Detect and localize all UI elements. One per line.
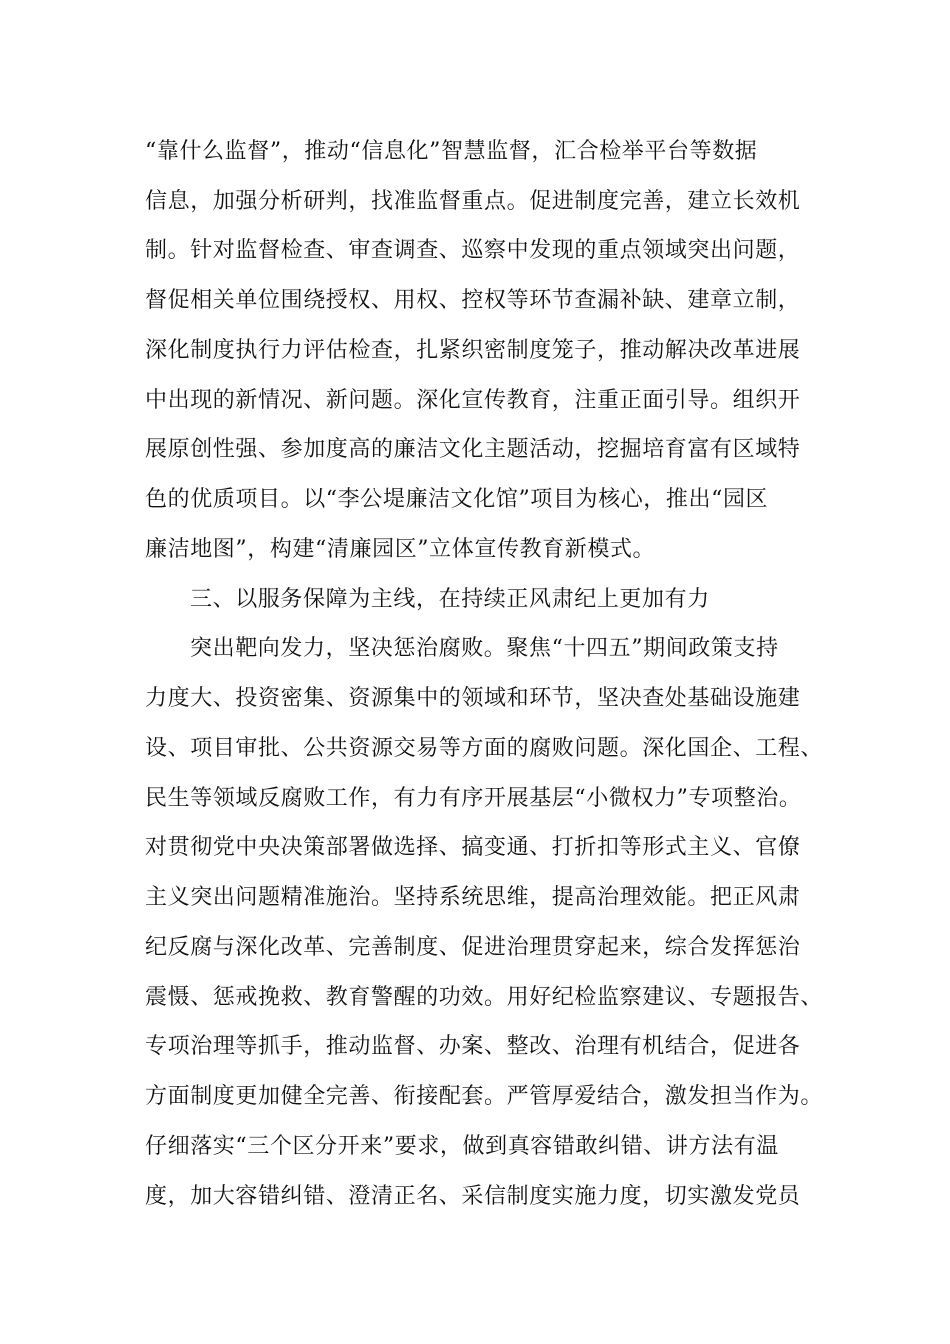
text-line: 对贯彻党中央决策部署做选择、搞变通、打折扣等形式主义、官僚	[145, 835, 801, 860]
text-line: 方面制度更加健全完善、衔接配套。严管厚爱结合，激发担当作为。	[145, 1084, 824, 1109]
text-line: 色的优质项目。以“李公堤廉洁文化馆”项目为核心，推出“园区	[145, 487, 769, 512]
text-line: 专项治理等抓手，推动监督、办案、整改、治理有机结合，促进各	[145, 1034, 801, 1059]
text-line: 度，加大容错纠错、澄清正名、采信制度实施力度，切实激发党员	[145, 1184, 801, 1209]
text-line: 主义突出问题精准施治。坚持系统思维，提高治理效能。把正风肃	[145, 885, 801, 910]
text-line: “靠什么监督”，推动“信息化”智慧监督，汇合检举平台等数据	[145, 139, 758, 164]
text-line: 民生等领域反腐败工作，有力有序开展基层“小微权力”专项整治。	[145, 786, 802, 811]
text-line: 中出现的新情况、新问题。深化宣传教育，注重正面引导。组织开	[145, 388, 801, 413]
text-line: 设、项目审批、公共资源交易等方面的腐败问题。深化国企、工程、	[145, 736, 824, 761]
text-line: 廉洁地图”，构建“清廉园区”立体宣传教育新模式。	[145, 537, 656, 562]
text-line: 督促相关单位围绕授权、用权、控权等环节查漏补缺、建章立制，	[145, 288, 801, 313]
text-line: 信息，加强分析研判，找准监督重点。促进制度完善，建立长效机	[145, 189, 801, 214]
paragraph-start-line: 突出靶向发力，坚决惩治腐败。聚焦“十四五”期间政策支持	[190, 636, 779, 661]
text-line: 仔细落实“三个区分开来”要求，做到真容错敢纠错、讲方法有温	[145, 1134, 779, 1159]
section-heading: 三、以服务保障为主线，在持续正风肃纪上更加有力	[190, 587, 710, 612]
text-line: 制。针对监督检查、审查调查、巡察中发现的重点领域突出问题，	[145, 238, 801, 263]
text-line: 震慑、惩戒挽救、教育警醒的功效。用好纪检监察建议、专题报告、	[145, 985, 824, 1010]
text-line: 力度大、投资密集、资源集中的领域和环节，坚决查处基础设施建	[145, 686, 801, 711]
text-line: 纪反腐与深化改革、完善制度、促进治理贯穿起来，综合发挥惩治	[145, 935, 801, 960]
text-line: 展原创性强、参加度高的廉洁文化主题活动，挖掘培育富有区域特	[145, 437, 801, 462]
text-line: 深化制度执行力评估检查，扎紧织密制度笼子，推动解决改革进展	[145, 338, 801, 363]
